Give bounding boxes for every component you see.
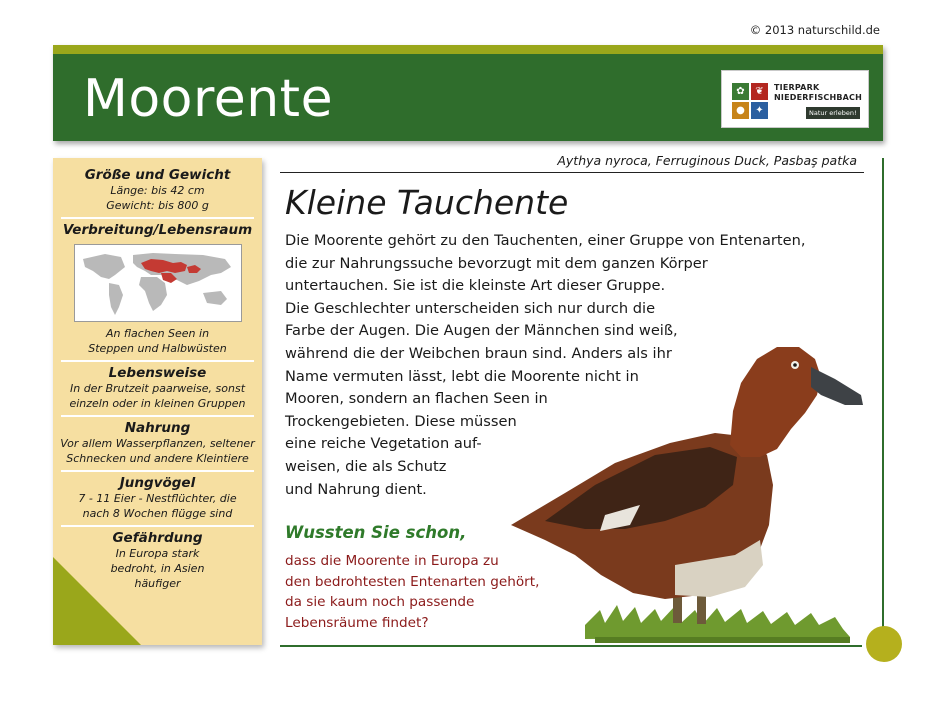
- threat-heading: Gefährdung: [112, 530, 203, 546]
- size-heading: Größe und Gewicht: [84, 167, 231, 183]
- body-line: eine reiche Vegetation auf-: [285, 435, 482, 453]
- body-line: und Nahrung dient.: [285, 480, 427, 498]
- size-line: Länge: bis 42 cm: [110, 184, 205, 197]
- lifestyle-line: einzeln oder in kleinen Gruppen: [69, 397, 246, 410]
- corner-dot: [866, 626, 902, 662]
- size-section: [53, 158, 262, 213]
- body-line: während die der Weibchen braun sind. Anders als ihr: [285, 344, 672, 362]
- frame-bottom-line: [280, 645, 862, 647]
- threat-line: häufiger: [134, 577, 181, 590]
- fact-sidebar: [53, 158, 262, 645]
- did-you-know-text: [285, 551, 539, 633]
- pawprint-icon: ●: [732, 102, 749, 119]
- title-banner: [53, 45, 883, 141]
- sidebar-divider: [61, 360, 254, 362]
- body-line: untertauchen. Sie ist die kleinste Art dieser Gruppe.: [285, 277, 666, 295]
- header-rule: [280, 172, 864, 173]
- food-line: Vor allem Wasserpflanzen, seltener: [60, 437, 255, 450]
- logo-tiles-icon: [732, 83, 768, 119]
- food-heading: Nahrung: [124, 420, 191, 436]
- size-line: Gewicht: bis 800 g: [106, 199, 209, 212]
- duck-illustration: [505, 325, 870, 643]
- body-line: Farbe der Augen. Die Augen der Männchen sind weiß,: [285, 322, 678, 340]
- page-title: Moorente: [83, 69, 334, 129]
- logo-wordmark: [774, 83, 862, 103]
- body-line: weisen, die als Schutz: [285, 457, 447, 475]
- copyright-notice: © 2013 naturschild.de: [749, 23, 880, 37]
- food-section: [53, 420, 262, 466]
- did-you-know-line: Lebensräume findet?: [285, 614, 429, 631]
- corner-triangle: [53, 557, 141, 645]
- lifestyle-line: In der Brutzeit paarweise, sonst: [69, 382, 246, 395]
- body-line: die zur Nahrungssuche bevorzugt mit dem ganzen Körper: [285, 254, 708, 272]
- logo-line-2: NIEDERFISCHBACH: [774, 93, 863, 102]
- lifestyle-heading: Lebensweise: [108, 365, 207, 381]
- logo-line-1: TIERPARK: [774, 83, 820, 92]
- young-line: nach 8 Wochen flügge sind: [82, 507, 233, 520]
- did-you-know-line: dass die Moorente in Europa zu: [285, 553, 499, 569]
- lifestyle-section: [53, 365, 262, 411]
- sidebar-divider: [61, 470, 254, 472]
- young-heading: Jungvögel: [119, 475, 196, 491]
- threat-line: In Europa stark: [115, 547, 200, 560]
- track-icon: ✦: [751, 102, 768, 119]
- logo-tagline: Natur erleben!: [806, 107, 860, 119]
- did-you-know-title: Wussten Sie schon,: [285, 523, 467, 542]
- sidebar-divider: [61, 525, 254, 527]
- threat-line: bedroht, in Asien: [110, 562, 205, 575]
- body-line: Name vermuten lässt, lebt die Moorente nicht in: [285, 367, 639, 385]
- did-you-know-line: den bedrohtesten Entenarten gehört,: [285, 573, 540, 590]
- did-you-know-line: da sie kaum noch passende: [285, 594, 475, 610]
- distribution-map: [74, 244, 242, 322]
- body-line: Trockengebieten. Diese müssen: [285, 412, 517, 430]
- sidebar-divider: [61, 415, 254, 417]
- sidebar-divider: [61, 217, 254, 219]
- body-line: Die Geschlechter unterscheiden sich nur durch die: [285, 299, 656, 317]
- young-section: [53, 475, 262, 521]
- frame-right-line: [882, 158, 884, 628]
- paw-icon: ✿: [732, 83, 749, 100]
- body-line: Die Moorente gehört zu den Tauchenten, einer Gruppe von Entenarten,: [285, 232, 806, 249]
- range-line: An flachen Seen in: [105, 327, 210, 340]
- body-line: Mooren, sondern an flachen Seen in: [285, 390, 548, 408]
- food-line: Schnecken und andere Kleintiere: [66, 452, 249, 465]
- young-line: 7 - 11 Eier - Nestflüchter, die: [78, 492, 237, 505]
- range-line: Steppen und Halbwüsten: [88, 342, 227, 355]
- species-names: Aythya nyroca, Ferruginous Duck, Pasbaş patka: [557, 153, 857, 168]
- main-heading: Kleine Tauchente: [285, 183, 569, 222]
- range-section: [53, 222, 262, 356]
- range-heading: Verbreitung/Lebensraum: [62, 222, 253, 238]
- feather-icon: ❦: [751, 83, 768, 100]
- tierpark-logo: [721, 70, 869, 128]
